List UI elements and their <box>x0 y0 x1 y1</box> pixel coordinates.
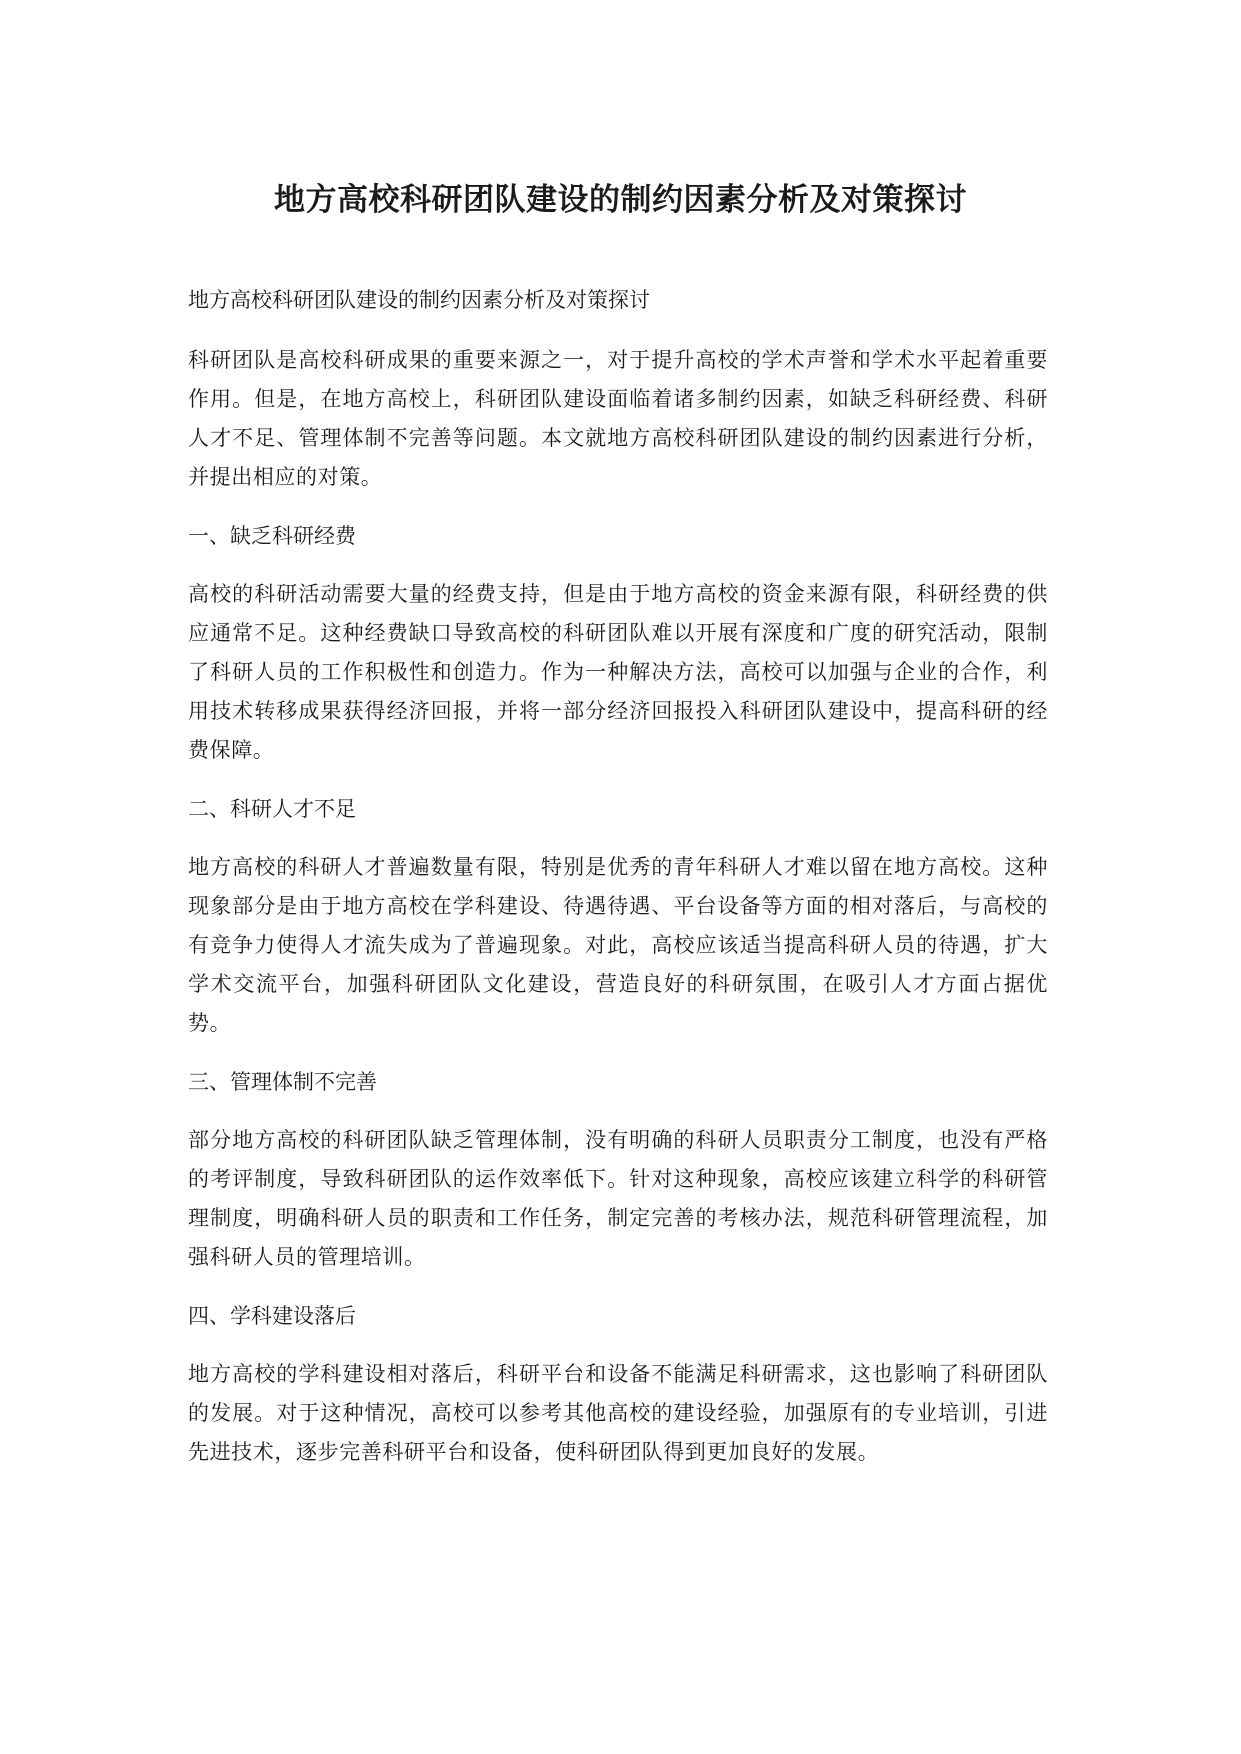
section-heading-management: 三、管理体制不完善 <box>188 1070 377 1094</box>
document-body <box>188 283 1048 1494</box>
section-heading-discipline: 四、学科建设落后 <box>188 1304 356 1328</box>
document-title: 地方高校科研团队建设的制约因素分析及对策探讨 <box>274 182 967 218</box>
section-body-management: 部分地方高校的科研团队缺乏管理体制，没有明确的科研人员职责分工制度，也没有严格的考评制度，导致科研团队的运作效率低下。针对这种现象，高校应该建立科学的科研管理制度，明确科研人员的职责和工作任务，制定完善的考核办法，规范科研管理流程，加强科研人员的管理培训。 <box>188 1128 1048 1269</box>
section-body-discipline: 地方高校的学科建设相对落后，科研平台和设备不能满足科研需求，这也影响了科研团队的发展。对于这种情况，高校可以参考其他高校的建设经验，加强原有的专业培训，引进先进技术，逐步完善科研平台和设备，使科研团队得到更加良好的发展。 <box>188 1362 1048 1464</box>
section-heading-funding: 一、缺乏科研经费 <box>188 524 356 548</box>
section-body-talent: 地方高校的科研人才普遍数量有限，特别是优秀的青年科研人才难以留在地方高校。这种现象部分是由于地方高校在学科建设、待遇待遇、平台设备等方面的相对落后，与高校的有竞争力使得人才流失成为了普遍现象。对此，高校应该适当提高科研人员的待遇，扩大学术交流平台，加强科研团队文化建设，营造良好的科研氛围，在吸引人才方面占据优势。 <box>188 855 1048 1035</box>
section-body-funding: 高校的科研活动需要大量的经费支持，但是由于地方高校的资金来源有限，科研经费的供应通常不足。这种经费缺口导致高校的科研团队难以开展有深度和广度的研究活动，限制了科研人员的工作积极性和创造力。作为一种解决方法，高校可以加强与企业的合作，利用技术转移成果获得经济回报，并将一部分经济回报投入科研团队建设中，提高科研的经费保障。 <box>188 582 1048 762</box>
document-subtitle: 地方高校科研团队建设的制约因素分析及对策探讨 <box>188 288 650 312</box>
section-heading-talent: 二、科研人才不足 <box>188 797 356 821</box>
intro-paragraph: 科研团队是高校科研成果的重要来源之一，对于提升高校的学术声誉和学术水平起着重要作用。但是，在地方高校上，科研团队建设面临着诸多制约因素，如缺乏科研经费、科研人才不足、管理体制不完善等问题。本文就地方高校科研团队建设的制约因素进行分析，并提出相应的对策。 <box>188 348 1048 489</box>
